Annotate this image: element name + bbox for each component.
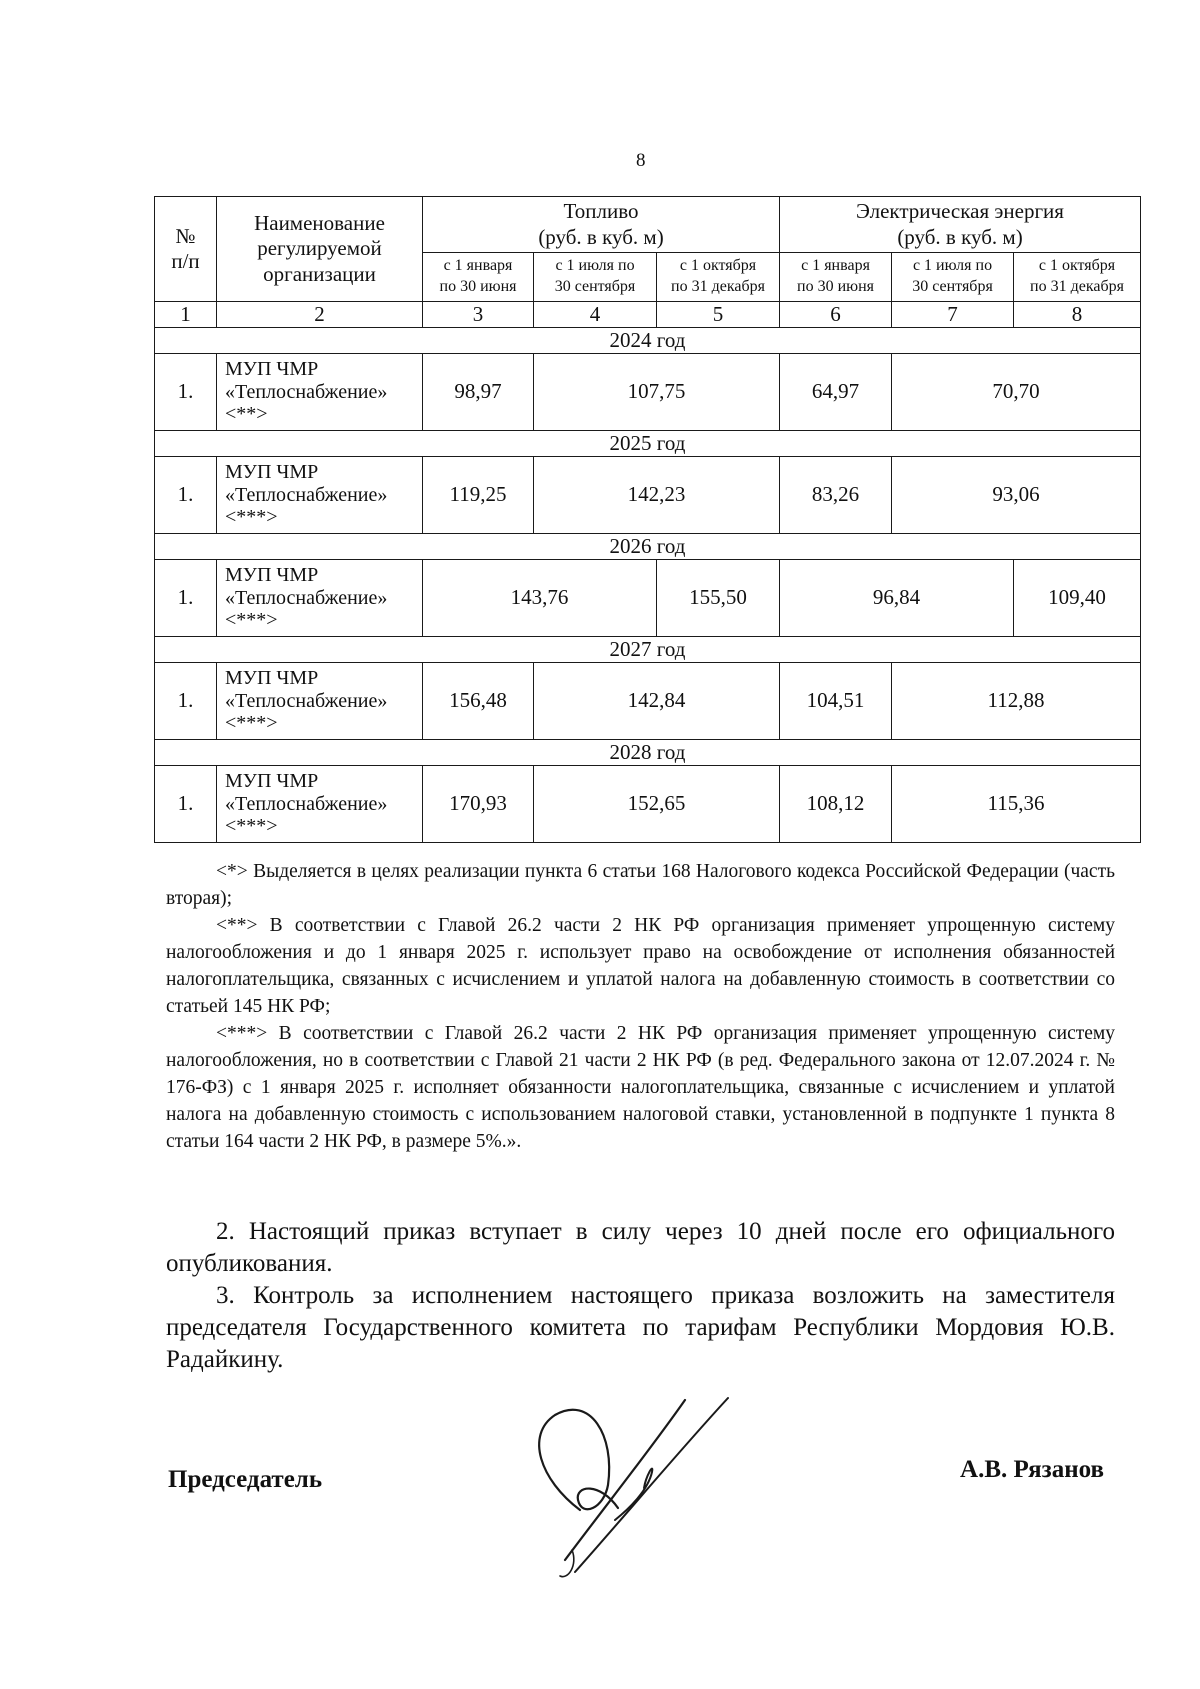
header-period: с 1 июля по 30 сентября [534,253,657,302]
row-number: 1. [155,560,217,637]
column-number: 5 [657,302,780,328]
column-number: 4 [534,302,657,328]
footnotes [166,858,1115,1155]
fuel-h2-value: 152,65 [534,766,780,843]
electric-h1-value: 64,97 [780,354,892,431]
table-row [155,766,1141,843]
footnote: <***> В соответствии с Главой 26.2 части 2 НК РФ организация применяет упрощенную систему налогообложения, но в соответствии с Главой 21 части 2 НК РФ (в ред. Федерального закона от 12.07.2024 г. № 176-ФЗ) с 1 января 2025 г. исполняет обязанности налогоплательщика, связанные с исчислением и уплатой налога на добавленную стоимость с использованием налоговой ставки, установленной в подпункте 1 пункта 8 статьи 164 части 2 НК РФ, в размере 5%.». [166,1023,1115,1152]
fuel-h2-value: 107,75 [534,354,780,431]
table-row [155,457,1141,534]
page-number: 8 [636,150,646,171]
table-row [155,663,1141,740]
fuel-h2-value: 142,84 [534,663,780,740]
fuel-h1-value: 119,25 [423,457,534,534]
fuel-h1-value: 170,93 [423,766,534,843]
header-period: с 1 января по 30 июня [780,253,892,302]
row-number: 1. [155,457,217,534]
header-fuel: Топливо (руб. в куб. м) [423,197,780,253]
signatory-title: Председатель [168,1466,323,1493]
row-number: 1. [155,354,217,431]
handwritten-signature [520,1390,800,1590]
table-row [155,354,1141,431]
org-name: МУП ЧМР «Теплоснабжение» <***> [217,560,423,637]
header-period: с 1 января по 30 июня [423,253,534,302]
header-period: с 1 октября по 31 декабря [1014,253,1141,302]
electric-h2-value: 115,36 [892,766,1141,843]
org-name: МУП ЧМР «Теплоснабжение» <***> [217,663,423,740]
column-number: 3 [423,302,534,328]
header-period: с 1 июля по 30 сентября [892,253,1014,302]
signatory-name: А.В. Рязанов [960,1456,1104,1483]
column-number: 7 [892,302,1014,328]
org-name: МУП ЧМР «Теплоснабжение» <**> [217,354,423,431]
fuel-q4-value: 155,50 [657,560,780,637]
electric-h1-q3-value: 96,84 [780,560,1014,637]
footnote: <**> В соответствии с Главой 26.2 части 2 НК РФ организация применяет упрощенную систему налогообложения и до 1 января 2025 г. использует право на освобождение от исполнения обязанностей налогоплательщика, связанных с исчислением и уплатой налога на добавленную стоимость в соответствии со статьей 145 НК РФ; [166,915,1115,1017]
fuel-h1-value: 156,48 [423,663,534,740]
column-number: 8 [1014,302,1141,328]
header-period: с 1 октября по 31 декабря [657,253,780,302]
fuel-h1-value: 98,97 [423,354,534,431]
fuel-h2-value: 142,23 [534,457,780,534]
org-name: МУП ЧМР «Теплоснабжение» <***> [217,766,423,843]
electric-h1-value: 83,26 [780,457,892,534]
electric-h2-value: 93,06 [892,457,1141,534]
tariff-table [154,196,1141,843]
footnote: <*> Выделяется в целях реализации пункта 6 статьи 168 Налогового кодекса Российской Федерации (часть вторая); [166,861,1115,909]
org-name: МУП ЧМР «Теплоснабжение» <***> [217,457,423,534]
header-num: № п/п [155,197,217,302]
year-row: 2027 год [155,637,1141,663]
electric-h2-value: 70,70 [892,354,1141,431]
year-row: 2028 год [155,740,1141,766]
electric-h1-value: 108,12 [780,766,892,843]
column-number: 2 [217,302,423,328]
electric-h2-value: 112,88 [892,663,1141,740]
electric-q4-value: 109,40 [1014,560,1141,637]
order-clause: 2. Настоящий приказ вступает в силу через 10 дней после его официального опубликования. [166,1218,1115,1277]
header-org: Наименование регулируемой организации [217,197,423,302]
year-row: 2025 год [155,431,1141,457]
table-row [155,560,1141,637]
order-clauses [166,1216,1115,1376]
header-electric: Электрическая энергия (руб. в куб. м) [780,197,1141,253]
order-clause: 3. Контроль за исполнением настоящего приказа возложить на заместителя председателя Государственного комитета по тарифам Республики Мордовия Ю.В. Радайкину. [166,1282,1115,1373]
year-row: 2024 год [155,328,1141,354]
row-number: 1. [155,663,217,740]
year-row: 2026 год [155,534,1141,560]
fuel-h1-q3-value: 143,76 [423,560,657,637]
signature-block [0,1390,1200,1590]
electric-h1-value: 104,51 [780,663,892,740]
column-number: 6 [780,302,892,328]
row-number: 1. [155,766,217,843]
column-number: 1 [155,302,217,328]
